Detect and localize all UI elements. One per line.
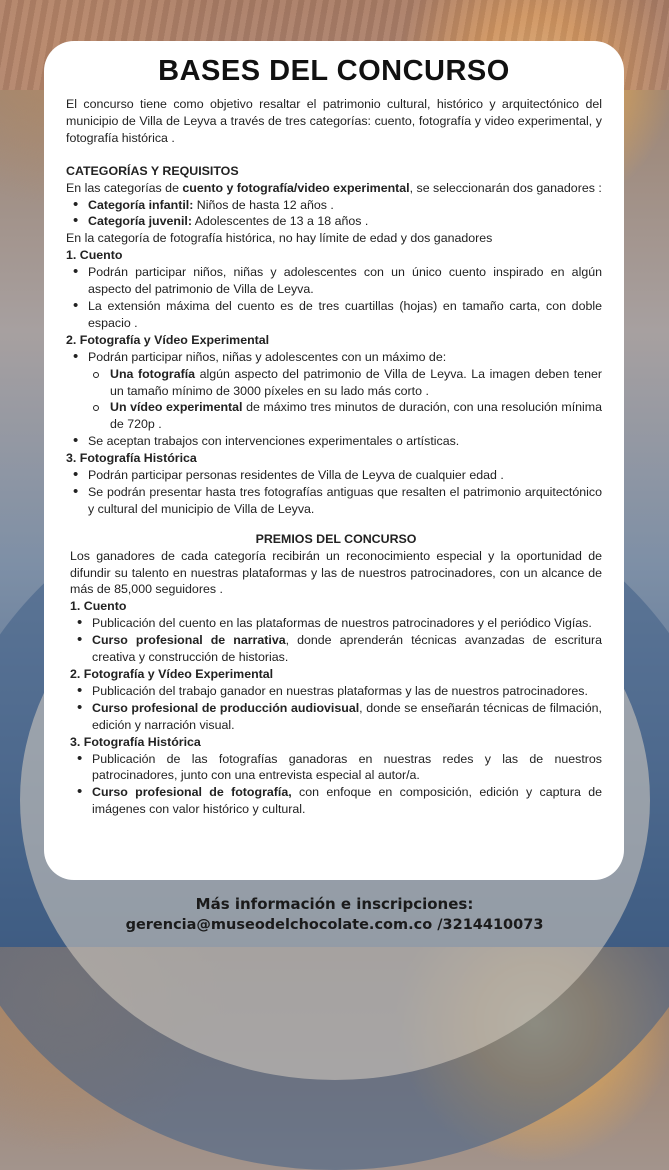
premio-foto-video-heading: 2. Fotografía y Vídeo Experimental: [70, 667, 274, 681]
content-card: [44, 41, 624, 880]
intro-paragraph: El concurso tiene como objetivo resaltar el patrimonio cultural, histórico y arquitectónico del municipio de Villa de Leyva a través de tres categorías: cuento, fotografía y video experimental, y fotografía histórica .: [66, 97, 602, 145]
footer-info-label: Más información e inscripciones:: [195, 895, 474, 913]
page-title: BASES DEL CONCURSO: [158, 55, 510, 87]
list-item: • Publicación del cuento en las plataformas de nuestros patrocinadores y el periódico Vigías.: [70, 615, 602, 632]
categorias-line: En las categorías de cuento y fotografía/video experimental, se seleccionarán dos ganadores :: [66, 180, 602, 195]
list-item: • Publicación del trabajo ganador en nuestras plataformas y las de nuestros patrocinadores.: [70, 683, 602, 700]
list-item: • Curso profesional de producción audiovisual, donde se enseñarán técnicas de filmación, edición y narración visual.: [70, 700, 602, 734]
sub-list-item: Un vídeo experimental de máximo tres minutos de duración, con una resolución mínima de 720p .: [66, 399, 602, 433]
premio-cuento-list: [70, 615, 602, 666]
list-item: • Curso profesional de fotografía, con enfoque en composición, edición y captura de imágenes con valor histórico y cultural.: [70, 784, 602, 818]
historica-list: [66, 467, 602, 518]
sub-list-item: Una fotografía algún aspecto del patrimonio de Villa de Leyva. La imagen deben tener un tamaño mínimo de 3000 píxeles en su lado más corto .: [66, 366, 602, 400]
list-item: • Publicación de las fotografías ganadoras en nuestras redes y las de nuestros patrocinadores, junto con una entrevista especial al autor/a.: [70, 751, 602, 785]
categorias-heading: CATEGORÍAS Y REQUISITOS: [66, 163, 239, 178]
premios-intro: Los ganadores de cada categoría recibirán un reconocimiento especial y la oportunidad de difundir su talento en nuestras plataformas y las de nuestros patrocinadores, con un alcance de más de 85,000 seguidores .: [70, 548, 602, 597]
list-item: • Podrán participar niños, niñas y adolescentes con un único cuento inspirado en algún aspecto del patrimonio de Villa de Leyva.: [66, 264, 602, 298]
list-item: • Se podrán presentar hasta tres fotografías antiguas que resalten el patrimonio arquitectónico y cultural del municipio de Villa de Leyva.: [66, 484, 602, 518]
list-item: • Categoría juvenil: Adolescentes de 13 a 18 años .: [66, 213, 602, 230]
list-item: • Categoría infantil: Niños de hasta 12 años .: [66, 197, 602, 214]
historica-heading: 3. Fotografía Histórica: [66, 451, 197, 466]
foto-video-heading: 2. Fotografía y Vídeo Experimental: [66, 332, 270, 347]
premio-foto-video-list: [70, 683, 602, 734]
cuento-list: [66, 264, 602, 332]
premio-historica-list: [70, 751, 602, 819]
historica-note: En la categoría de fotografía histórica, no hay límite de edad y dos ganadores: [66, 231, 493, 246]
premios-heading: PREMIOS DEL CONCURSO: [255, 531, 417, 546]
premios-section: [66, 531, 602, 818]
list-item: • Se aceptan trabajos con intervenciones experimentales o artísticas.: [66, 433, 602, 450]
contact-footer: [0, 894, 669, 936]
age-groups-list: [66, 197, 602, 231]
foto-video-list: [66, 349, 602, 450]
list-item: • La extensión máxima del cuento es de tres cuartillas (hojas) en tamaño carta, con doble espacio .: [66, 298, 602, 332]
list-item: • Podrán participar niños, niñas y adolescentes con un máximo de:: [66, 349, 602, 366]
premio-cuento-heading: 1. Cuento: [70, 599, 127, 614]
list-item: • Curso profesional de narrativa, donde aprenderán técnicas avanzadas de escritura creativa y construcción de historias.: [70, 632, 602, 666]
cuento-heading: 1. Cuento: [66, 248, 123, 263]
footer-contact: gerencia@museodelchocolate.com.co /3214410073: [125, 917, 544, 933]
list-item: • Podrán participar personas residentes de Villa de Leyva de cualquier edad .: [66, 467, 602, 484]
premio-historica-heading: 3. Fotografía Histórica: [70, 734, 201, 749]
